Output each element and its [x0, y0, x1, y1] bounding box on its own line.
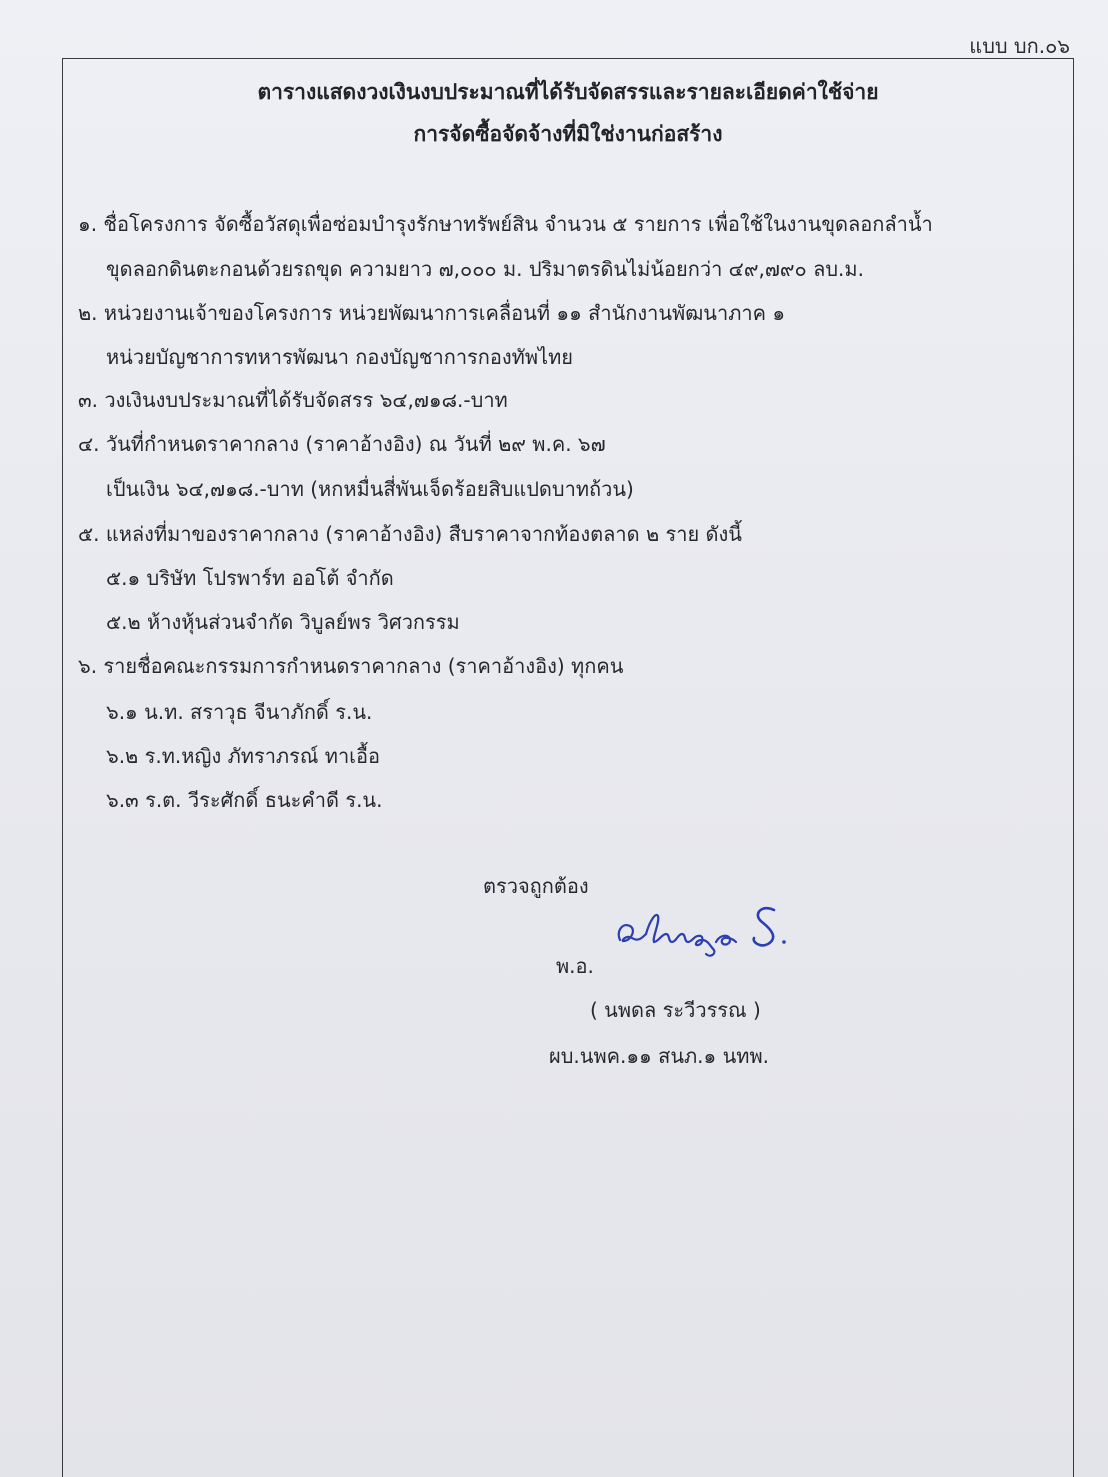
item-5-2-vendor: ๕.๒ ห้างหุ้นส่วนจำกัด วิบูลย์พร วิศวกรรม	[106, 610, 460, 634]
item-6-2-member: ๖.๒ ร.ท.หญิง ภัทราภรณ์ ทาเอื้อ	[106, 744, 381, 768]
item-4-reference-amount: เป็นเงิน ๖๔,๗๑๘.-บาท (หกหมื่นสี่พันเจ็ดร้อยสิบแปดบาทถ้วน)	[106, 477, 634, 501]
document-title-line-2: การจัดซื้อจัดจ้างที่มิใช่งานก่อสร้าง	[413, 122, 723, 146]
document-title-line-1: ตารางแสดงวงเงินงบประมาณที่ได้รับจัดสรรและรายละเอียดค่าใช้จ่าย	[257, 80, 879, 104]
signer-position: ผบ.นพค.๑๑ สนภ.๑ นทพ.	[549, 1044, 769, 1068]
item-1-project-detail: ขุดลอกดินตะกอนด้วยรถขุด ความยาว ๗,๐๐๐ ม. ปริมาตรดินไม่น้อยกว่า ๔๙,๗๙๐ ลบ.ม.	[106, 257, 864, 281]
handwritten-signature	[612, 898, 802, 968]
item-3-budget: ๓. วงเงินงบประมาณที่ได้รับจัดสรร ๖๔,๗๑๘.-บาท	[78, 388, 508, 412]
signer-name: ( นพดล ระวีวรรณ )	[590, 998, 761, 1022]
item-6-1-member: ๖.๑ น.ท. สราวุธ จีนาภักดิ์ ร.น.	[106, 700, 373, 724]
verified-label: ตรวจถูกต้อง	[483, 874, 589, 898]
signer-rank: พ.อ.	[556, 954, 594, 978]
item-2-owner-command: หน่วยบัญชาการทหารพัฒนา กองบัญชาการกองทัพไทย	[106, 345, 574, 369]
item-6-3-member: ๖.๓ ร.ต. วีระศักดิ์ ธนะคำดี ร.น.	[106, 788, 383, 812]
item-4-reference-date: ๔. วันที่กำหนดราคากลาง (ราคาอ้างอิง) ณ วันที่ ๒๙ พ.ค. ๖๗	[78, 432, 606, 456]
item-5-price-source: ๕. แหล่งที่มาของราคากลาง (ราคาอ้างอิง) สืบราคาจากท้องตลาด ๒ ราย ดังนี้	[78, 522, 742, 546]
item-1-project-name: ๑. ชื่อโครงการ จัดซื้อวัสดุเพื่อซ่อมบำรุงรักษาทรัพย์สิน จำนวน ๕ รายการ เพื่อใช้ในงานขุดลอกลำน้ำ	[78, 212, 933, 236]
form-code: แบบ บก.๐๖	[969, 34, 1070, 58]
item-6-committee: ๖. รายชื่อคณะกรรมการกำหนดราคากลาง (ราคาอ้างอิง) ทุกคน	[78, 654, 624, 678]
item-2-owner-unit: ๒. หน่วยงานเจ้าของโครงการ หน่วยพัฒนาการเคลื่อนที่ ๑๑ สำนักงานพัฒนาภาค ๑	[78, 301, 786, 325]
item-5-1-vendor: ๕.๑ บริษัท โปรพาร์ท ออโต้ จำกัด	[106, 566, 394, 590]
